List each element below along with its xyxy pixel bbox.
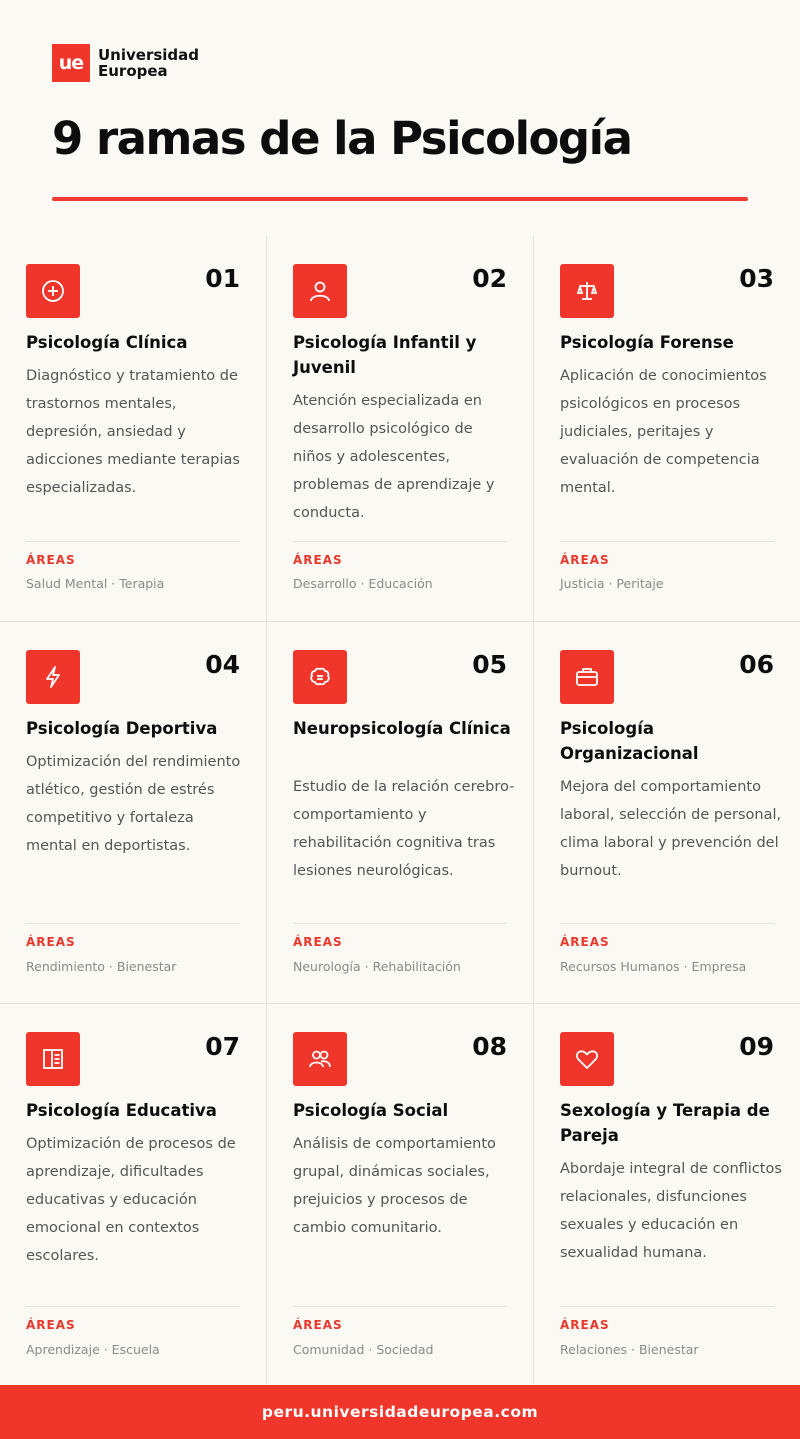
- areas-label: ÁREAS: [293, 1318, 343, 1332]
- lightning-icon: [26, 650, 80, 704]
- card-divider: [560, 1306, 774, 1307]
- branch-title: Sexología y Terapia de Pareja: [560, 1101, 770, 1145]
- book-icon: [26, 1032, 80, 1086]
- plus-circle-icon: [26, 264, 80, 318]
- logo-text: [98, 47, 199, 79]
- branch-number: 07: [205, 1032, 240, 1061]
- branch-description: Optimización de procesos de aprendizaje, dificultades educativas y educación emocional en contextos escolares.: [26, 1136, 236, 1264]
- logo-line-2: Europea: [98, 62, 168, 80]
- title-divider: [52, 197, 748, 201]
- areas-value: Neurología · Rehabilitación: [293, 959, 461, 974]
- branch-number: 04: [205, 650, 240, 679]
- branch-number: 08: [472, 1032, 507, 1061]
- areas-value: Rendimiento · Bienestar: [26, 959, 177, 974]
- card-divider: [293, 541, 507, 542]
- branch-card-05: [267, 622, 534, 1004]
- branch-card-06: [534, 622, 800, 1004]
- branch-title: Psicología Infantil y Juvenil: [293, 333, 477, 377]
- branch-card-03: [534, 236, 800, 622]
- areas-value: Recursos Humanos · Empresa: [560, 959, 747, 974]
- card-divider: [293, 1306, 507, 1307]
- areas-value: Aprendizaje · Escuela: [26, 1342, 160, 1357]
- branch-number: 09: [739, 1032, 774, 1061]
- areas-label: ÁREAS: [26, 553, 76, 567]
- branch-title: Psicología Educativa: [26, 1101, 217, 1120]
- areas-value: Salud Mental · Terapia: [26, 576, 165, 591]
- areas-value: Desarrollo · Educación: [293, 576, 433, 591]
- brand-logo[interactable]: [52, 44, 199, 82]
- areas-value: Relaciones · Bienestar: [560, 1342, 699, 1357]
- person-icon: [293, 264, 347, 318]
- branch-number: 01: [205, 264, 240, 293]
- card-divider: [26, 541, 240, 542]
- card-divider: [560, 541, 774, 542]
- branch-card-04: [0, 622, 267, 1004]
- branch-title: Neuropsicología Clínica: [293, 719, 511, 738]
- areas-label: ÁREAS: [293, 935, 343, 949]
- branch-title: Psicología Deportiva: [26, 719, 218, 738]
- website-link[interactable]: peru.universidadeuropea.com: [261, 1403, 539, 1421]
- logo-line-1: Universidad: [98, 46, 200, 64]
- areas-label: ÁREAS: [26, 935, 76, 949]
- branch-description: Estudio de la relación cerebro-comportamiento y rehabilitación cognitiva tras lesiones neurológicas.: [293, 779, 515, 879]
- branch-number: 05: [472, 650, 507, 679]
- areas-label: ÁREAS: [293, 553, 343, 567]
- branch-description: Análisis de comportamiento grupal, dinámicas sociales, prejuicios y procesos de cambio comunitario.: [293, 1136, 496, 1236]
- branch-title: Psicología Forense: [560, 333, 734, 352]
- branch-card-09: [534, 1004, 800, 1384]
- header: [0, 0, 800, 236]
- footer: [0, 1385, 800, 1439]
- branch-card-02: [267, 236, 534, 622]
- branch-card-07: [0, 1004, 267, 1384]
- areas-value: Comunidad · Sociedad: [293, 1342, 434, 1357]
- group-icon: [293, 1032, 347, 1086]
- branch-description: Aplicación de conocimientos psicológicos en procesos judiciales, peritajes y evaluación de competencia mental.: [560, 368, 767, 496]
- branch-description: Abordaje integral de conflictos relacionales, disfunciones sexuales y educación en sexualidad humana.: [560, 1161, 782, 1261]
- areas-label: ÁREAS: [560, 553, 610, 567]
- areas-label: ÁREAS: [26, 1318, 76, 1332]
- branch-description: Atención especializada en desarrollo psicológico de niños y adolescentes, problemas de aprendizaje y conducta.: [293, 393, 495, 521]
- branch-card-08: [267, 1004, 534, 1384]
- branch-title: Psicología Social: [293, 1101, 449, 1120]
- branch-description: Optimización del rendimiento atlético, gestión de estrés competitivo y fortaleza mental en deportistas.: [26, 754, 241, 854]
- brain-icon: [293, 650, 347, 704]
- card-divider: [293, 923, 507, 924]
- branch-title: Psicología Clínica: [26, 333, 188, 352]
- branch-card-01: [0, 236, 267, 622]
- heart-icon: [560, 1032, 614, 1086]
- card-divider: [26, 1306, 240, 1307]
- areas-label: ÁREAS: [560, 1318, 610, 1332]
- areas-label: ÁREAS: [560, 935, 610, 949]
- briefcase-icon: [560, 650, 614, 704]
- branch-title: Psicología Organizacional: [560, 719, 699, 763]
- branch-description: Mejora del comportamiento laboral, selección de personal, clima laboral y prevención del burnout.: [560, 779, 782, 879]
- branch-number: 02: [472, 264, 507, 293]
- branch-number: 06: [739, 650, 774, 679]
- page-title: 9 ramas de la Psicología: [52, 112, 632, 165]
- branch-number: 03: [739, 264, 774, 293]
- areas-value: Justicia · Peritaje: [560, 576, 664, 591]
- branches-grid: [0, 236, 800, 1384]
- branch-description: Diagnóstico y tratamiento de trastornos mentales, depresión, ansiedad y adicciones mediante terapias especializadas.: [26, 368, 240, 496]
- scale-icon: [560, 264, 614, 318]
- logo-mark: ue: [52, 44, 90, 82]
- card-divider: [560, 923, 774, 924]
- card-divider: [26, 923, 240, 924]
